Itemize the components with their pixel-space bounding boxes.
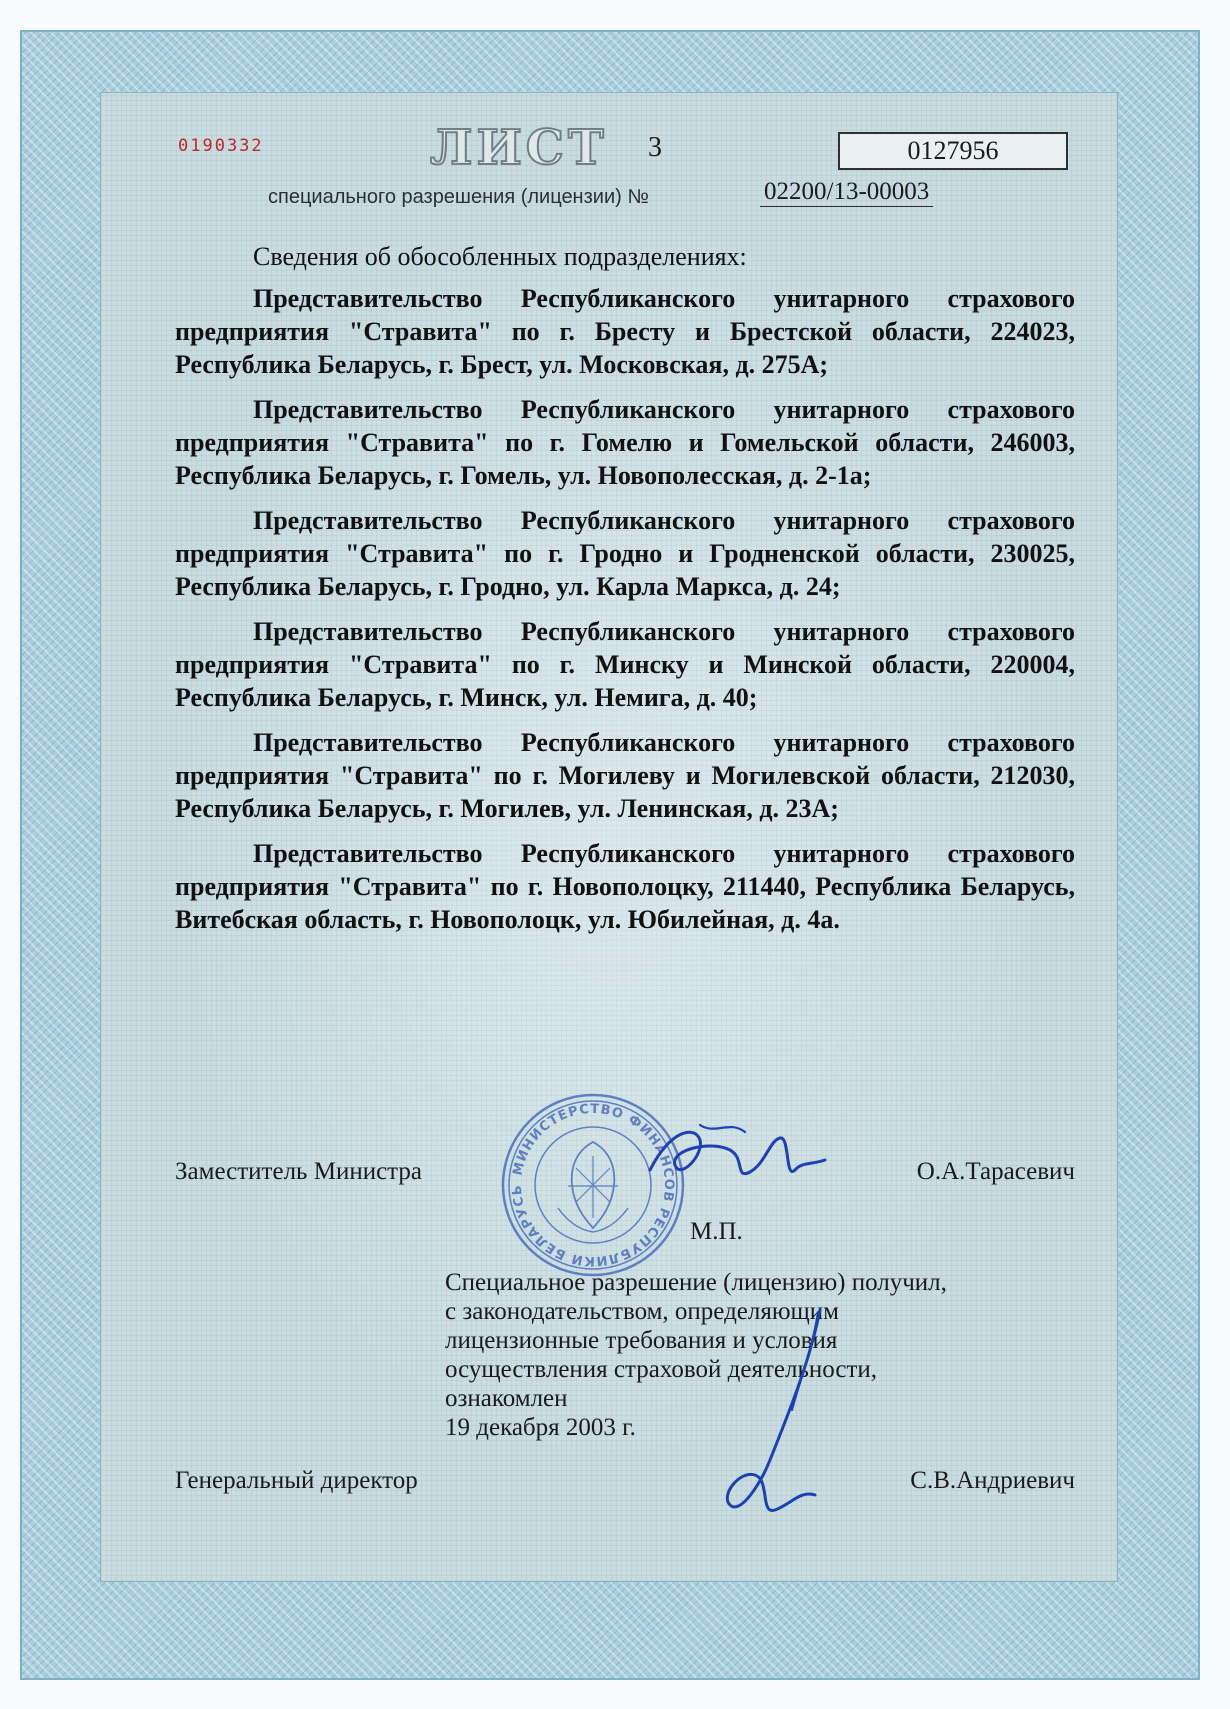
director-position: Генеральный директор	[175, 1467, 418, 1494]
branch-entry-novopolotsk: Представительство Республиканского унитарного страхового предприятия "Стравита" по г. Новополоцку, 211440, Республика Беларусь, Витебская область, г. Новополоцк, ул. Юбилейная, д. 4а.	[175, 839, 1075, 934]
blank-number: 0127956	[907, 136, 999, 165]
branch-entry-minsk: Представительство Республиканского унитарного страхового предприятия "Стравита" по г. Минску и Минской области, 220004, Республика Беларусь, г. Минск, ул. Немига, д. 40;	[175, 617, 1075, 712]
branches-intro: Сведения об обособленных подразделениях:	[253, 242, 747, 271]
svg-text:МИНИСТЕРСТВО ФИНАНСОВ РЕСПУБЛИ: МИНИСТЕРСТВО ФИНАНСОВ РЕСПУБЛИКИ БЕЛАРУСЬ	[509, 1101, 677, 1269]
director-name: С.В.Андриевич	[910, 1467, 1075, 1494]
blank-serial-number: 0190332	[178, 136, 264, 156]
ack-line: осуществления страховой деятельности,	[445, 1356, 878, 1383]
document-body	[175, 240, 1075, 948]
deputy-signature-block	[175, 1158, 1075, 1192]
director-signature-block	[175, 1467, 1075, 1501]
ack-line: с законодательством, определяющим	[445, 1298, 839, 1325]
branch-entry-mogilev: Представительство Республиканского унитарного страхового предприятия "Стравита" по г. Могилеву и Могилевской области, 212030, Республика Беларусь, г. Могилев, ул. Ленинская, д. 23А;	[175, 728, 1075, 823]
ack-date: 19 декабря 2003 г.	[445, 1414, 636, 1441]
deputy-position: Заместитель Министра	[175, 1158, 422, 1185]
stamp-place-label: М.П.	[690, 1218, 743, 1245]
license-number: 02200/13-00003	[760, 178, 933, 207]
branch-entry-grodno: Представительство Республиканского унитарного страхового предприятия "Стравита" по г. Гродно и Гродненской области, 230025, Республика Беларусь, г. Гродно, ул. Карла Маркса, д. 24;	[175, 506, 1075, 601]
ack-line: ознакомлен	[445, 1385, 568, 1412]
branch-entry-brest: Представительство Республиканского унитарного страхового предприятия "Стравита" по г. Бресту и Брестской области, 224023, Республика Беларусь, г. Брест, ул. Московская, д. 275А;	[175, 284, 1075, 379]
sheet-number: 3	[648, 132, 662, 163]
ack-line: Специальное разрешение (лицензию) получил,	[445, 1269, 947, 1296]
branch-entry-gomel: Представительство Республиканского унитарного страхового предприятия "Стравита" по г. Гомелю и Гомельской области, 246003, Республика Беларусь, г. Гомель, ул. Новополесская, д. 2-1а;	[175, 395, 1075, 490]
ack-line: лицензионные требования и условия	[445, 1327, 838, 1354]
deputy-name: О.А.Тарасевич	[916, 1158, 1075, 1185]
sheet-title: ЛИСТ	[430, 120, 608, 176]
license-label: специального разрешения (лицензии) №	[268, 186, 649, 208]
